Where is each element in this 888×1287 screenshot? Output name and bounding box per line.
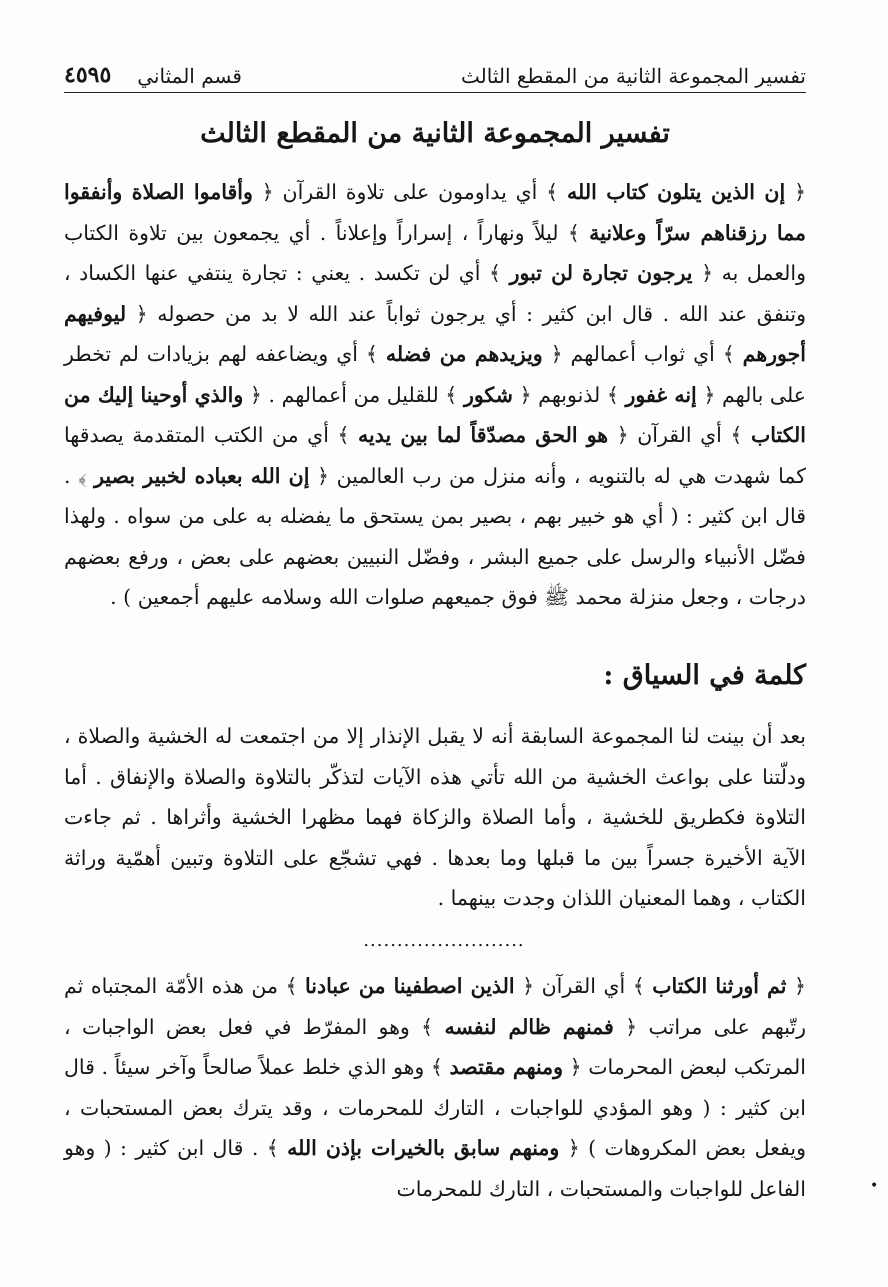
commentary-text: ﴾ أي ثواب أعمالهم ﴿ [542,342,743,366]
commentary-text: ﴾ من هذه الأمّة المجتباه ثم رتّبهم على مراتب ﴿ [64,974,806,1039]
commentary-paragraph-1 [64,172,806,618]
quran-verse-text: شكور [463,382,513,407]
quran-verse-text: والذي أوحينا إليك من الكتاب [64,382,806,447]
quran-verse-text: ثم أورثنا الكتاب [652,974,787,998]
running-head-title: تفسير المجموعة الثانية من المقطع الثالث [461,64,806,88]
commentary-text: ﴾ أي القرآن ﴿ [608,423,751,447]
context-subheading: كلمة في السياق : [603,660,806,691]
margin-mark: • [870,1178,879,1194]
quran-verse-text: إن الذين يتلون كتاب الله [567,180,786,204]
quran-verse-text: يرجون تجارة لن تبور [509,261,693,285]
commentary-text: ﴿ [786,974,806,998]
quran-verse-text: ومنهم مقتصد [449,1055,564,1079]
commentary-text: ﴾ . قال ابن كثير : ( وهو الفاعل للواجبات والمستحبات ، التارك للمحرمات [64,1136,806,1201]
commentary-text: ﴾ وهو الذي خلط عملاً صالحاً وآخر سيئاً . قال ابن كثير : ( وهو المؤدي للواجبات ، التارك للمحرمات ، وقد يترك بعض المستحبات ، ويفعل بعض المكروهات ) ﴿ [64,1055,806,1160]
quran-verse-text: ليوفيهم أجورهم [64,301,806,366]
quran-verse-text: فمنهم ظالم لنفسه [444,1014,614,1039]
header-rule [64,92,806,93]
commentary-text: ﴾ أي لن تكسد . يعني : تجارة ينتفي عنها الكساد ، وتنفق عند الله . قال ابن كثير : أي يرجون ثواباً عند الله لا بد من حصوله ﴿ [64,261,806,326]
quran-verse-text: هو الحق مصدّقاً لما بين يديه [358,423,609,447]
commentary-text: ﴾ للقليل من أعمالهم . ﴿ [243,382,464,407]
running-head-left [64,62,242,88]
running-head [64,58,806,88]
commentary-text: ﴾ أي القرآن ﴿ [514,974,653,998]
quran-verse-text: الذين اصطفينا من عبادنا [305,974,515,998]
commentary-text: ﴾ أي من الكتب المتقدمة يصدقها كما شهدت هي له بالتنويه ، وأنه منزل من رب العالمين ﴿ [64,423,806,488]
section-separator: ........................ [363,930,525,951]
running-head-section: قسم المثاني [137,64,242,88]
quran-verse-text: إن الله بعباده لخبير بصير [94,463,310,488]
quran-verse-text: ويزيدهم من فضله [385,342,543,366]
commentary-text: ﴾ ليلاً ونهاراً ، إسراراً وإعلاناً . أي يجمعون بين تلاوة الكتاب والعمل به ﴿ [64,220,807,285]
context-paragraph: بعد أن بينت لنا المجموعة السابقة أنه لا يقبل الإنذار إلا من اجتمعت له الخشية والصلاة ، ودلّتنا على بواعث الخشية من الله تأتي هذه الآيات لتذكّر بالتلاوة والصلاة والإنفاق . أما التلاوة فكطريق للخشية ، وأما الصلاة والزكاة فهما مظهرا الخشية وأثراها . ثم جاءت الآية الأخيرة جسراً بين ما قبلها وما بعدها . فهي تشجّع على التلاوة وتبين أهمّية وراثة الكتاب ، وهما المعنيان اللذان وجدت بينهما . [64,724,806,910]
quran-verse-text: ومنهم سابق بالخيرات بإذن الله [287,1136,560,1160]
commentary-paragraph-2 [64,966,806,1209]
commentary-text: ﴾ . قال ابن كثير : ( أي هو خبير بهم ، بصير بمن يستحق ما يفضله به على من سواه . ولهذا فضّل الأنبياء والرسل على جميع البشر ، وفضّل النبيين بعضهم على بعض ، ورفع بعضهم درجات ، وجعل منزلة محمد ﷺ فوق جميعهم صلوات الله وسلامه عليهم أجمعين ) . [64,463,806,609]
commentary-text: ﴾ وهو المفرّط في فعل بعض الواجبات ، المرتكب لبعض المحرمات ﴿ [64,1014,807,1079]
quran-verse-text: إنه غفور [625,382,697,407]
page-number: ٤٥٩٥ [64,62,112,88]
commentary-text: ﴾ أي يداومون على تلاوة القرآن ﴿ [252,180,568,204]
quran-verse-text: وأقاموا الصلاة وأنفقوا مما رزقناهم سرّاً وعلانية [64,180,806,245]
commentary-text: ﴿ [785,180,807,204]
commentary-text: ﴾ أي ويضاعفه لهم بزيادات لم تخطر على بالهم ﴿ [64,342,807,407]
commentary-text: ﴾ لذنوبهم ﴿ [512,382,626,407]
section-title: تفسير المجموعة الثانية من المقطع الثالث [200,118,670,149]
